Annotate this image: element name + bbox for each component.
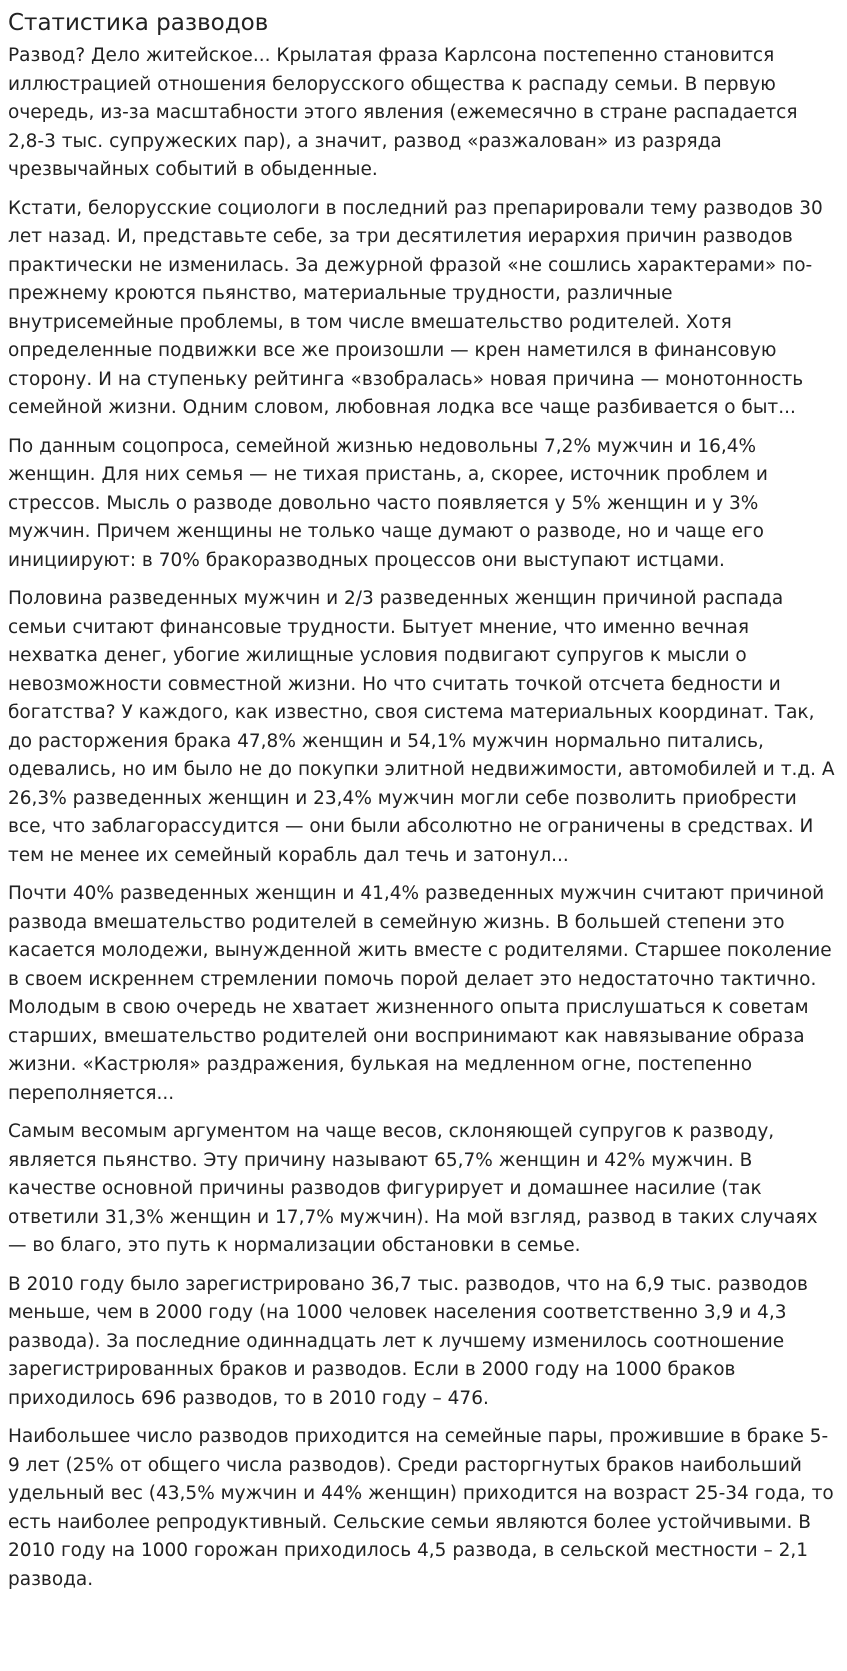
article-paragraph-7: В 2010 году было зарегистрировано 36,7 тыс. разводов, что на 6,9 тыс. разводов меньше, чем в 2000 году (на 1000 человек населения соответственно 3,9 и 4,3 развода). За последние одиннадцать лет к лучшему изменилось соотношение зарегистрированных браков и разводов. Если в 2000 году на 1000 браков приходилось 696 разводов, то в 2010 году – 476. <box>8 1273 808 1409</box>
article-paragraph-1: Развод? Дело житейское... Крылатая фраза Карлсона постепенно становится иллюстрацией отношения белорусского общества к распаду семьи. В первую очередь, из-за масштабности этого явления (ежемесячно в стране распадается 2,8-3 тыс. супружеских пар), а значит, развод «разжалован» из разряда чрезвычайных событий в обыденные. <box>8 45 798 180</box>
article-paragraph-5: Почти 40% разведенных женщин и 41,4% разведенных мужчин считают причиной развода вмешательство родителей в семейную жизнь. В большей степени это касается молодежи, вынужденной жить вместе с родителями. Старшее поколение в своем искреннем стремлении помочь порой делает это недостаточно тактично. Молодым в свою очередь не хватает жизненного опыта прислушаться к советам старших, вмешательство родителей они воспринимают как навязывание образа жизни. «Кастрюля» раздражения, булькая на медленном огне, постепенно переполняется... <box>8 883 832 1104</box>
article-paragraph-2: Кстати, белорусские социологи в последний раз препарировали тему разводов 30 лет назад. И, представьте себе, за три десятилетия иерархия причин разводов практически не изменилась. За дежурной фразой «не сошлись характерами» по-прежнему кроются пьянство, материальные трудности, различные внутрисемейные проблемы, в том числе вмешательство родителей. Хотя определенные подвижки все же произошли — крен наметился в финансовую сторону. И на ступеньку рейтинга «взобралась» новая причина — монотонность семейной жизни. Одним словом, любовная лодка все чаще разбивается о быт... <box>8 197 823 418</box>
article-paragraph-8: Наибольшее число разводов приходится на семейные пары, прожившие в браке 5-9 лет (25% от общего числа разводов). Среди расторгнутых браков наибольший удельный вес (43,5% мужчин и 44% женщин) приходится на возраст 25-34 года, то есть наиболее репродуктивный. Сельские семьи являются более устойчивыми. В 2010 году на 1000 горожан приходилось 4,5 развода, в сельской местности – 2,1 развода. <box>8 1426 834 1590</box>
article-paragraph-4: Половина разведенных мужчин и 2/3 разведенных женщин причиной распада семьи считают финансовые трудности. Бытует мнение, что именно вечная нехватка денег, убогие жилищные условия подвигают супругов к мысли о невозможности совместной жизни. Но что считать точкой отсчета бедности и богатства? У каждого, как известно, своя система материальных координат. Так, до расторжения брака 47,8% женщин и 54,1% мужчин нормально питались, одевались, но им было не до покупки элитной недвижимости, автомобилей и т.д. А 26,3% разведенных женщин и 23,4% мужчин могли себе позволить приобрести все, что заблагорассудится — они были абсолютно не ограничены в средствах. И тем не менее их семейный корабль дал течь и затонул... <box>8 588 835 866</box>
article-paragraph-6: Самым весомым аргументом на чаще весов, склоняющей супругов к разводу, является пьянство. Эту причину называют 65,7% женщин и 42% мужчин. В качестве основной причины разводов фигурирует и домашнее насилие (так ответили 31,3% женщин и 17,7% мужчин). На мой взгляд, развод в таких случаях — во благо, это путь к нормализации обстановки в семье. <box>8 1121 818 1256</box>
article-title: Статистика разводов <box>8 10 269 36</box>
article-paragraph-3: По данным соцопроса, семейной жизнью недовольны 7,2% мужчин и 16,4% женщин. Для них семья — не тихая пристань, а, скорее, источник проблем и стрессов. Мысль о разводе довольно часто появляется у 5% женщин и у 3% мужчин. Причем женщины не только чаще думают о разводе, но и чаще его инициируют: в 70% бракоразводных процессов они выступают истцами. <box>8 435 768 571</box>
